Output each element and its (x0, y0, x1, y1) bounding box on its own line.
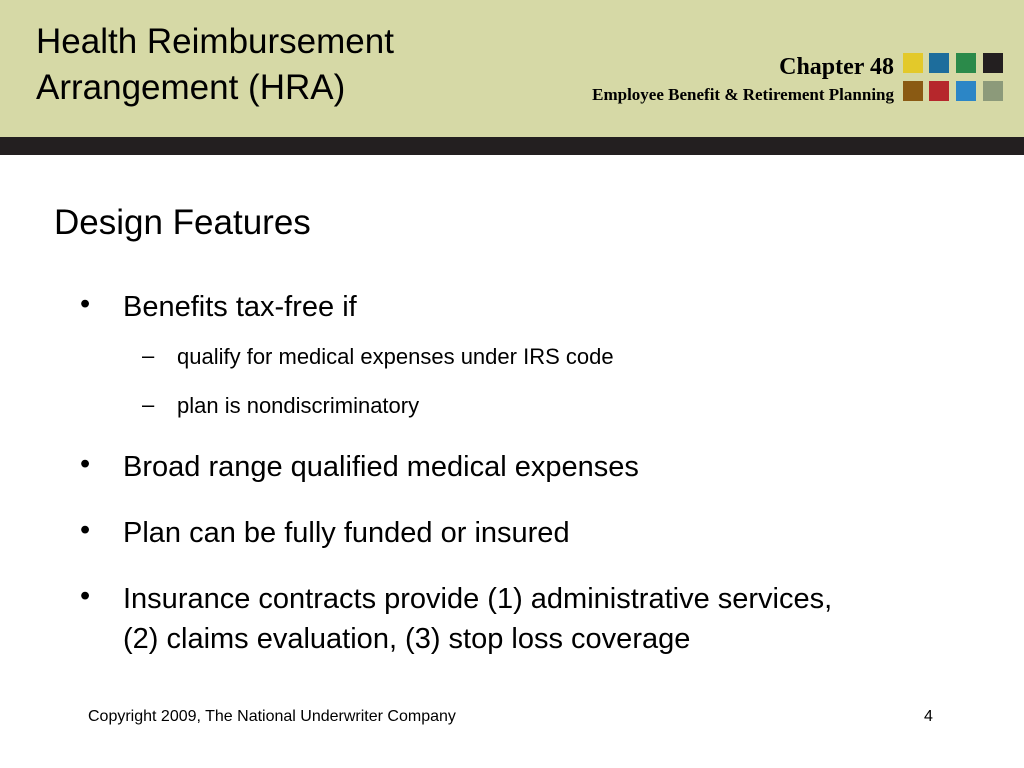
slide-title-line-1: Health Reimbursement (36, 22, 394, 61)
header-band (0, 0, 1024, 137)
bullet-text: Plan can be fully funded or insured (123, 517, 570, 549)
color-square (983, 53, 1003, 73)
sub-bullet-text: plan is nondiscriminatory (177, 393, 420, 418)
section-heading: Design Features (54, 203, 311, 242)
bullet-marker: • (80, 448, 91, 480)
color-square (903, 81, 923, 101)
bullet-marker: • (80, 514, 91, 546)
sub-bullet-text: qualify for medical expenses under IRS code (177, 344, 614, 369)
bullet-text-line-1: Insurance contracts provide (1) administrative services, (123, 583, 833, 615)
color-square (929, 53, 949, 73)
dash-marker: – (142, 343, 155, 368)
header-divider-bar (0, 137, 1024, 155)
chapter-label: Chapter 48 (779, 54, 894, 80)
bullet-marker: • (80, 288, 91, 320)
book-subtitle: Employee Benefit & Retirement Planning (592, 85, 894, 104)
page-number: 4 (924, 708, 933, 725)
dash-marker: – (142, 392, 155, 417)
bullet-text: Benefits tax-free if (123, 291, 357, 323)
bullet-text: Broad range qualified medical expenses (123, 451, 639, 483)
color-square (929, 81, 949, 101)
bullet-text-line-2: (2) claims evaluation, (3) stop loss coverage (123, 623, 691, 655)
color-square (903, 53, 923, 73)
color-square (956, 81, 976, 101)
footer-copyright: Copyright 2009, The National Underwriter Company (88, 708, 456, 725)
color-square (983, 81, 1003, 101)
bullet-marker: • (80, 580, 91, 612)
slide-title-line-2: Arrangement (HRA) (36, 68, 346, 107)
color-square (956, 53, 976, 73)
